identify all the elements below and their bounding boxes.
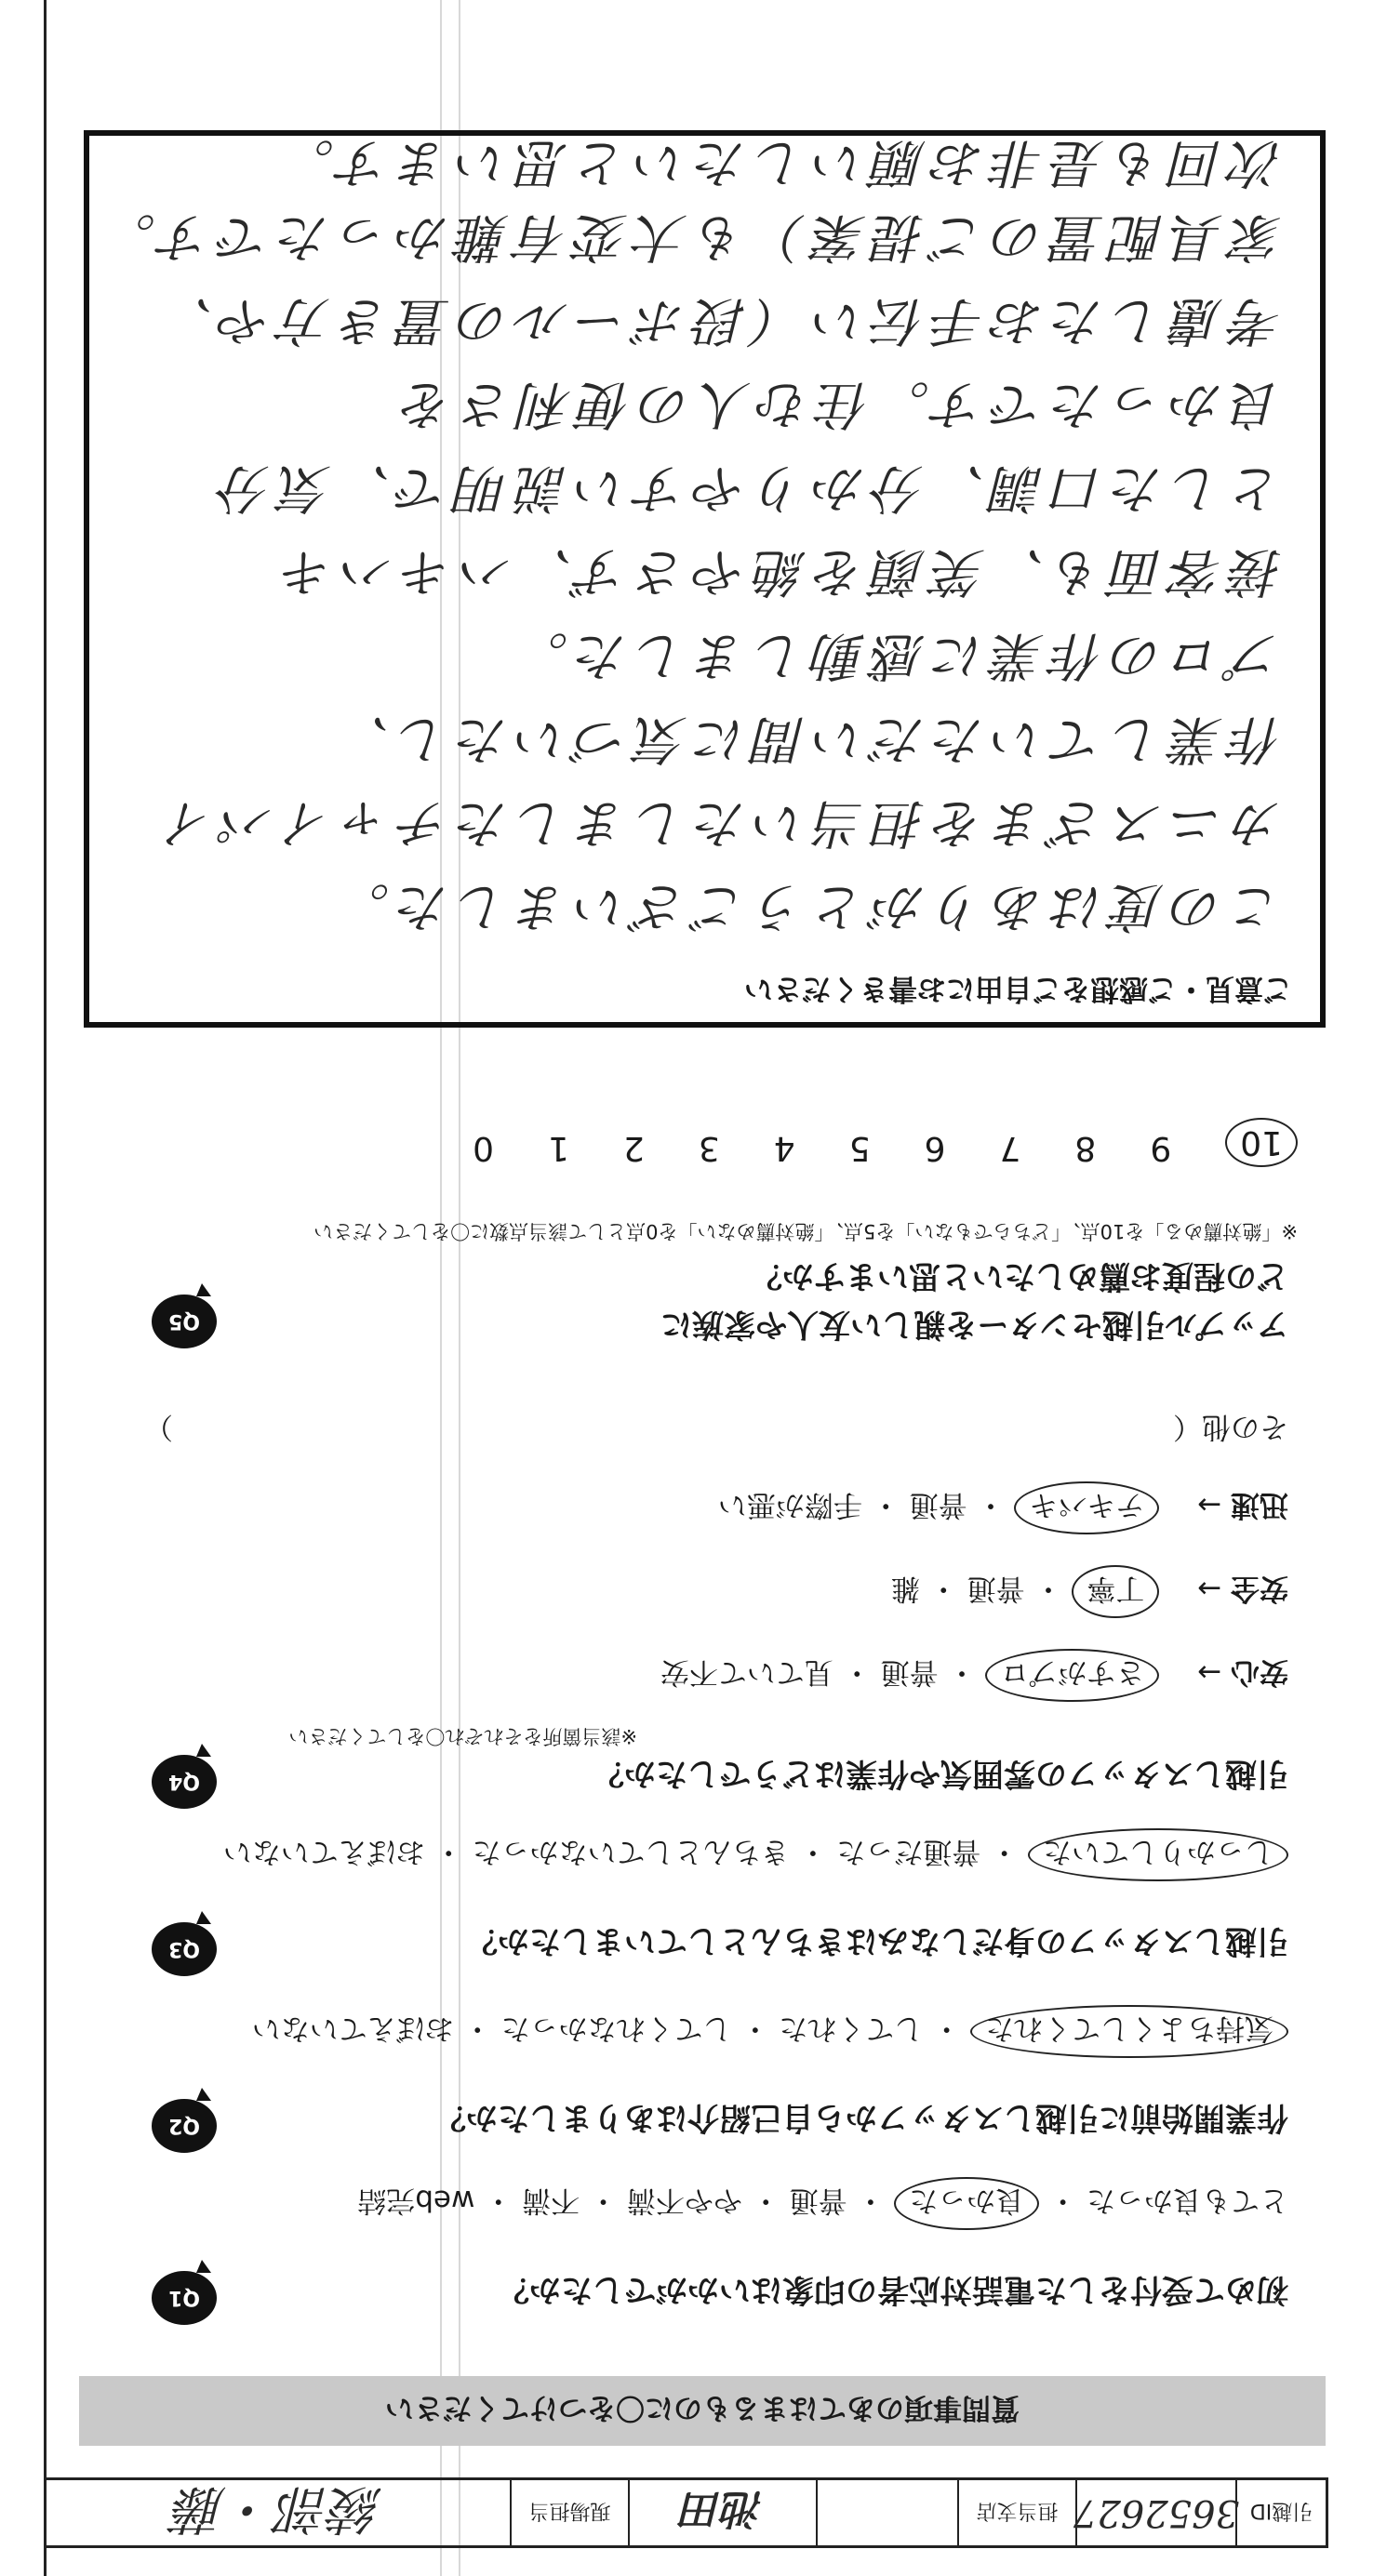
q4-other-label: その他（: [1173, 1410, 1288, 1443]
comment-line: 次回も是非お願いしたいと思います。: [274, 132, 1283, 193]
comment-line: 接客面も、笑顔を絶やさず、ハキハキ: [274, 541, 1283, 602]
id-label: 引越ID: [1235, 2480, 1326, 2545]
q2-option-selected[interactable]: 気持ちよくしてくれた: [970, 2005, 1288, 2058]
q5-text-line2: どの程度お薦めしたいと思いますか？: [751, 1257, 1288, 1295]
comment-line: この度はありがとうございました。: [330, 876, 1283, 936]
q2-badge: Q2: [152, 2099, 217, 2153]
q4-note: ※該当箇所をそれぞれ〇をしてください: [288, 1725, 637, 1747]
q4-row-label: 安全: [1231, 1572, 1288, 1605]
q5-score[interactable]: 2: [622, 1129, 645, 1167]
q5-note: ※「絶対薦める」を10点、「どちらでもない」を5点、「絶対薦めない」を0点として該当点数に〇をしてください: [313, 1220, 1298, 1242]
q4-badge: Q4: [152, 1755, 217, 1809]
staff-signature: 綾部・藤: [174, 2478, 382, 2539]
q3-option[interactable]: おぼえていない: [222, 1835, 425, 1868]
q4-option-selected[interactable]: 丁寧: [1072, 1565, 1159, 1618]
q4-option[interactable]: 手際が悪い: [717, 1488, 862, 1521]
q4-option-selected[interactable]: テキパキ: [1014, 1481, 1159, 1534]
q1-option[interactable]: web完結: [357, 2184, 475, 2217]
branch-label: 担当支店: [957, 2480, 1075, 2545]
comment-line: 考慮したお手伝い（段ボールの置き方や、: [153, 290, 1283, 351]
q4-option[interactable]: 見ていて不安: [660, 1655, 833, 1689]
q5-score[interactable]: 5: [848, 1129, 871, 1167]
q1-option[interactable]: 普通: [789, 2184, 847, 2217]
staff-label: 現場担当: [510, 2480, 628, 2545]
q4-row-anzen: 安全 → 丁寧 ・ 普通 ・ 雑: [891, 1565, 1288, 1618]
q5-badge: Q5: [152, 1295, 217, 1348]
q3-option[interactable]: きちんとしていなかった: [472, 1835, 790, 1868]
q1-text: 初めて受付をした電話対応者の印象はいかがでしたか？: [498, 2271, 1288, 2308]
comment-line: カニスざまを担当いたしましたチャイパイ: [153, 792, 1283, 853]
comment-box[interactable]: [84, 130, 1326, 1028]
q5-score[interactable]: 7: [999, 1129, 1021, 1167]
id-value: 3652627: [1075, 2480, 1235, 2545]
comment-line: とした口調、分かりやすい説明で、気分: [212, 458, 1283, 518]
q5-score[interactable]: 0: [473, 1129, 495, 1167]
comment-title: ご意見・ご感想をご自由にお書きください: [744, 972, 1292, 1005]
q5-score[interactable]: 9: [1150, 1129, 1172, 1167]
comment-line: 良かったです。住む人の便利さを: [393, 374, 1283, 434]
q1-option[interactable]: 不満: [522, 2184, 580, 2217]
q4-option[interactable]: 普通: [909, 1488, 967, 1521]
q2-option[interactable]: おぼえていない: [251, 2012, 454, 2045]
q1-badge: Q1: [152, 2271, 217, 2325]
q1-option-selected[interactable]: 良かった: [894, 2177, 1039, 2230]
q3-options: しっかりしていた ・ 普通だった ・ きちんとしていなかった ・ おぼえていない: [223, 1828, 1288, 1881]
q4-row-label: 安心: [1231, 1655, 1288, 1689]
q2-option[interactable]: してくれなかった: [500, 2012, 732, 2045]
q1-option[interactable]: やや不満: [626, 2184, 742, 2217]
branch-value: [816, 2480, 957, 2545]
q4-row-anshin: 安心 → さすがプロ ・ 普通 ・ 見ていて不安: [660, 1649, 1288, 1702]
instruction-banner: 質問事項のあてはまるものに〇をつけてください: [79, 2376, 1326, 2446]
q1-options: とても良かった ・ 良かった ・ 普通 ・ やや不満 ・ 不満 ・ web完結: [357, 2177, 1288, 2230]
q5-score[interactable]: 1: [548, 1129, 569, 1167]
q4-row-label: 迅速: [1231, 1488, 1288, 1521]
q4-row-jinsoku: 迅速 → テキパキ ・ 普通 ・ 手際が悪い: [718, 1481, 1288, 1534]
header-table: [44, 2477, 1328, 2548]
q5-score[interactable]: 6: [924, 1129, 946, 1167]
q3-option-selected[interactable]: しっかりしていた: [1028, 1828, 1288, 1881]
q2-option[interactable]: してくれた: [779, 2012, 924, 2045]
q2-text: 作業開始前に引越しスタッフから自己紹介はありましたか？: [434, 2099, 1288, 2136]
q5-score[interactable]: 8: [1074, 1129, 1097, 1167]
q4-option-selected[interactable]: さすがプロ: [985, 1649, 1159, 1702]
q1-option[interactable]: とても良かった: [1087, 2184, 1288, 2217]
q5-score[interactable]: 3: [698, 1129, 720, 1167]
q4-option[interactable]: 普通: [880, 1655, 939, 1689]
q4-other: [144, 1409, 1288, 1451]
comment-line: プロの作業に感動しました。: [509, 625, 1283, 685]
q3-text: 引越しスタッフの身だしなみはきちんとしていましたか？: [466, 1922, 1288, 1959]
staff-value: 池田: [628, 2480, 816, 2545]
q5-text-line1: アップル引越センターを親しい友人や家族に: [660, 1306, 1288, 1343]
q4-text: 引越しスタッフの雰囲気や作業はどうでしたか？: [593, 1755, 1288, 1792]
q4-option[interactable]: 雑: [890, 1572, 920, 1605]
q3-option[interactable]: 普通だった: [836, 1835, 981, 1868]
q5-score[interactable]: 4: [773, 1129, 795, 1167]
q5-scale: [473, 1118, 1298, 1167]
q4-option[interactable]: 普通: [967, 1572, 1025, 1605]
q3-badge: Q3: [152, 1922, 217, 1976]
comment-line: 家具配置のご提案）も大変有難かったです。: [96, 206, 1283, 267]
q4-other-close: ）: [144, 1410, 173, 1443]
q2-options: 気持ちよくしてくれた ・ してくれた ・ してくれなかった ・ おぼえていない: [252, 2005, 1288, 2058]
comment-line: 作業していただい間に気づいたし、: [330, 709, 1283, 769]
page-edge: [44, 0, 47, 2576]
q5-score-selected[interactable]: 10: [1225, 1118, 1298, 1167]
